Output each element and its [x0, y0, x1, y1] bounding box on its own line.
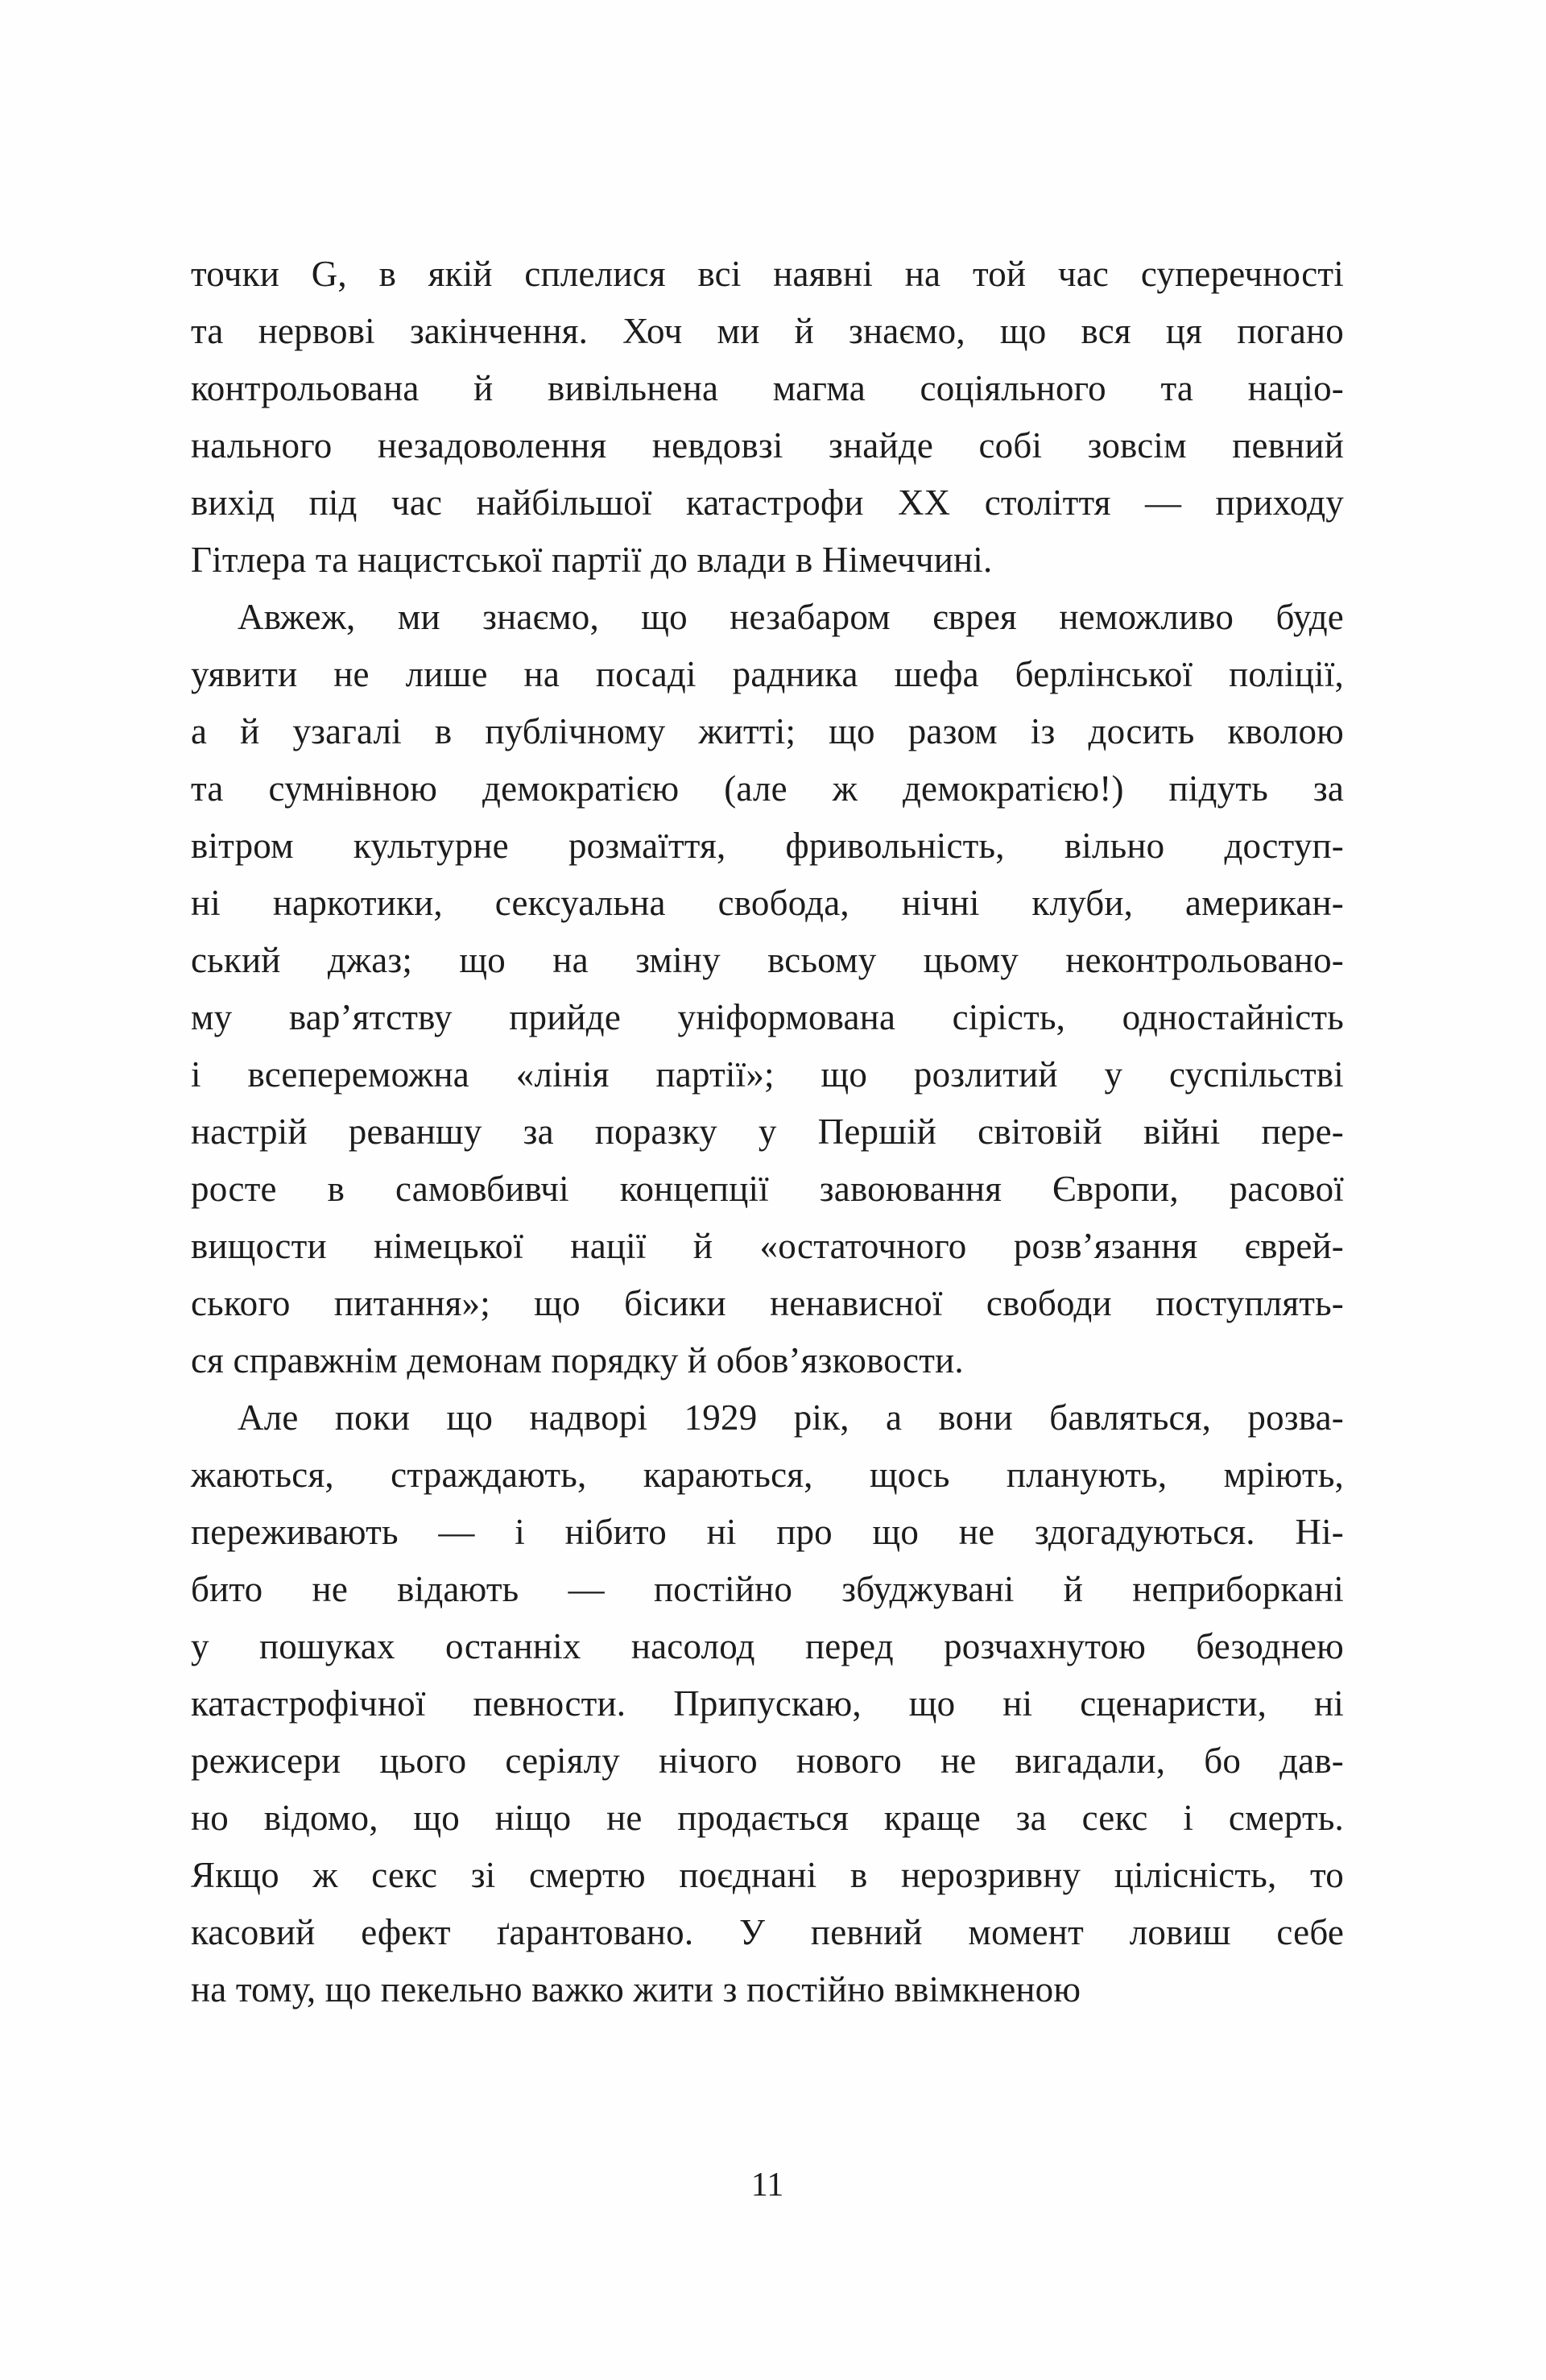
text-line: переживають — і нібито ні про що не здогадуються. Ні- [191, 1512, 1344, 1552]
text-line: режисери цього серіялу нічого нового не вигадали, бо дав- [191, 1741, 1344, 1781]
page-text [191, 246, 1344, 2018]
text-line: бито не відають — постійно збуджувані й неприборкані [191, 1569, 1344, 1609]
text-line: та сумнівною демократією (але ж демократією!) підуть за [191, 768, 1344, 809]
text-line: жаються, страждають, караються, щось планують, мріють, [191, 1455, 1344, 1495]
text-line: у пошуках останніх насолод перед розчахнутою безоднею [191, 1626, 1344, 1666]
text-line: ні наркотики, сексуальна свобода, нічні клуби, американ- [191, 883, 1344, 923]
paragraph [191, 1389, 1344, 2018]
text-line: Гітлера та нацистської партії до влади в Німеччині. [191, 540, 993, 580]
page-number: 11 [750, 2167, 784, 2204]
text-line: контрольована й вивільнена магма соціяльного та націо- [191, 368, 1344, 408]
text-line: нального незадоволення невдовзі знайде собі зовсім певний [191, 425, 1344, 466]
text-line: росте в самовбивчі концепції завоювання Європи, расової [191, 1169, 1344, 1209]
text-line: ський джаз; що на зміну всьому цьому неконтрольовано- [191, 940, 1344, 980]
text-line: Але поки що надворі 1929 рік, а вони бавляться, розва- [238, 1397, 1344, 1438]
text-line: уявити не лише на посаді радника шефа берлінської поліції, [191, 654, 1344, 694]
paragraph [191, 246, 1344, 589]
text-line: а й узагалі в публічному житті; що разом із досить кволою [191, 711, 1344, 751]
text-line: ського питання»; що бісики ненависної свободи поступлять- [191, 1283, 1344, 1323]
text-line: та нервові закінчення. Хоч ми й знаємо, що вся ця погано [191, 311, 1344, 351]
text-line: Якщо ж секс зі смертю поєднані в нерозривну цілісність, то [191, 1855, 1344, 1895]
text-line: вітром культурне розмаїття, фривольність, вільно доступ- [191, 826, 1344, 866]
text-line: настрій реваншу за поразку у Першій світовій війні пере- [191, 1111, 1344, 1152]
text-line: і всепереможна «лінія партії»; що розлитий у суспільстві [191, 1054, 1344, 1095]
text-line: ся справжнім демонам порядку й обов’язковости. [191, 1340, 964, 1380]
text-line: на тому, що пекельно важко жити з постійно ввімкненою [191, 1969, 1081, 2010]
text-line: точки G, в якій сплелися всі наявні на той час суперечності [191, 254, 1344, 294]
text-line: но відомо, що ніщо не продається краще за секс і смерть. [191, 1798, 1344, 1838]
text-line: му вар’ятству прийде уніформована сірість, одностайність [191, 997, 1344, 1037]
text-line: Авжеж, ми знаємо, що незабаром єврея неможливо буде [238, 597, 1344, 637]
text-line: катастрофічної певности. Припускаю, що ні сценаристи, ні [191, 1683, 1344, 1724]
paragraph [191, 589, 1344, 1389]
text-line: вищости німецької нації й «остаточного розв’язання єврей- [191, 1226, 1344, 1266]
text-line: касовий ефект ґарантовано. У певний момент ловиш себе [191, 1912, 1344, 1952]
text-line: вихід під час найбільшої катастрофи ХХ століття — приходу [191, 482, 1344, 523]
